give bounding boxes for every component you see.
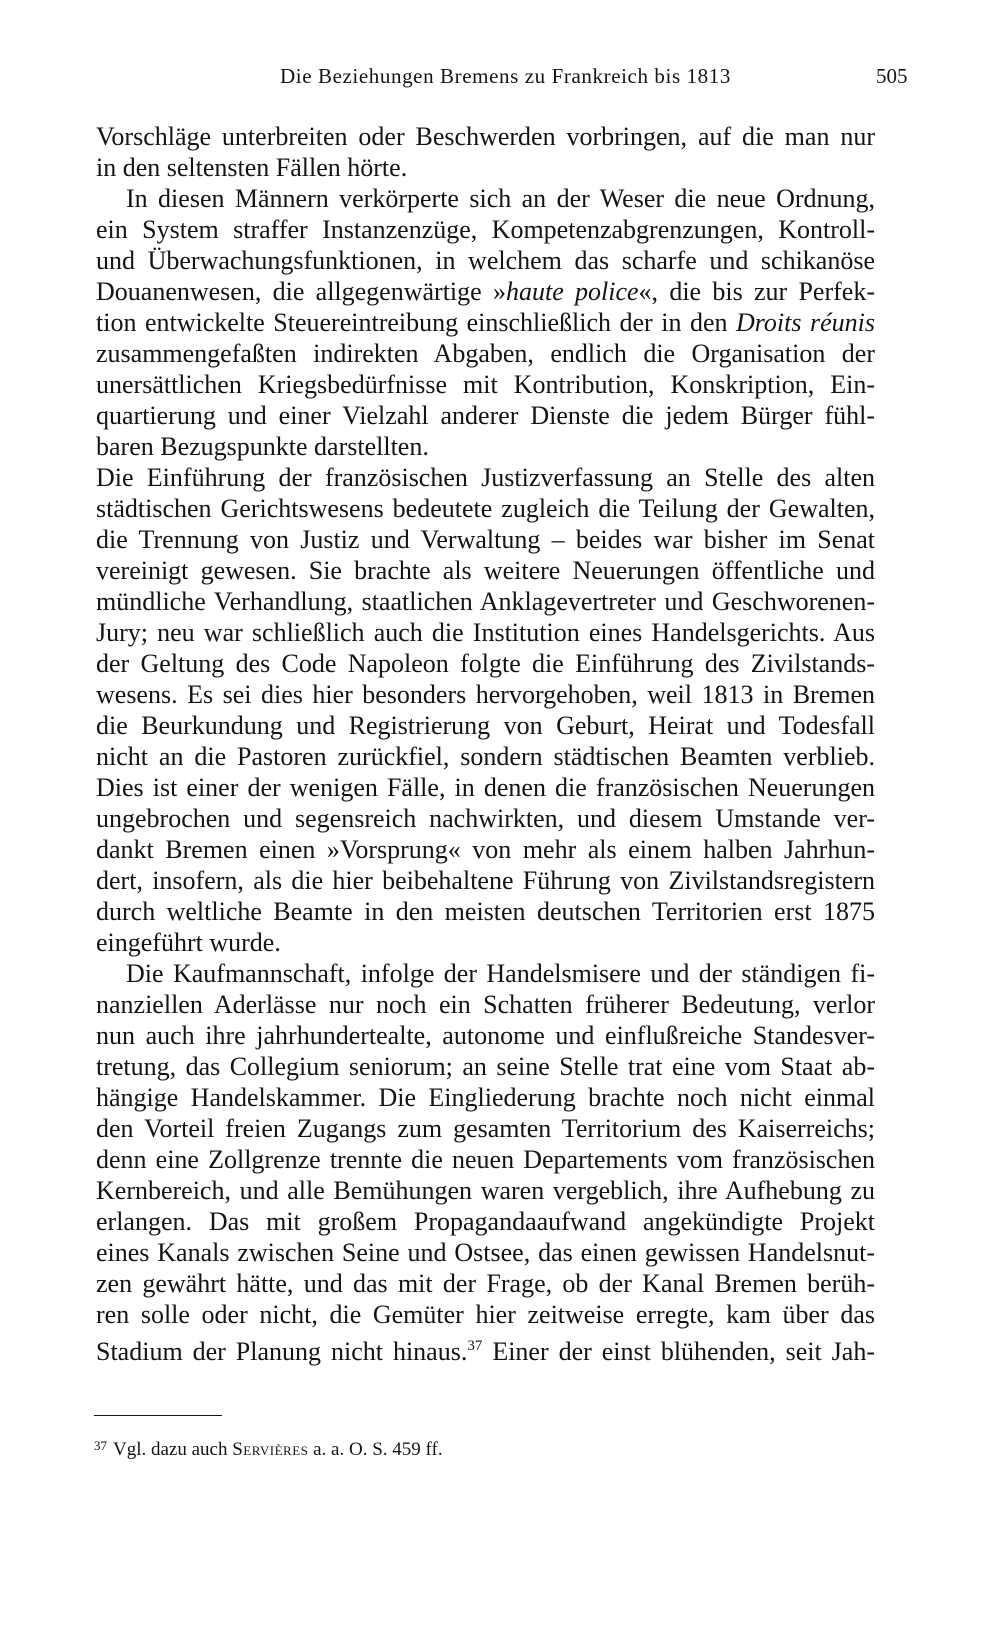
text-segment: tion entwickelte Steuereintreibung einschließlich der in den [96, 308, 736, 337]
text-line: Vorschläge unterbreiten oder Beschwerden vorbringen, auf die man nur [96, 122, 875, 151]
text-line: ein System straffer Instanzenzüge, Kompetenzabgrenzungen, Kontroll- [96, 215, 875, 244]
text-line: wesens. Es sei dies hier besonders hervorgehoben, weil 1813 in Bremen [96, 680, 875, 709]
footnote-reference: 37 [467, 1338, 483, 1354]
text-line [96, 1330, 875, 1366]
text-line: baren Bezugspunkte darstellten. [96, 432, 429, 461]
text-line: ungebrochen und segensreich nachwirkten, und diesem Umstande ver- [96, 804, 875, 833]
footnote-separator [94, 1415, 222, 1416]
text-line: eingeführt wurde. [96, 928, 281, 957]
text-line: vereinigt gewesen. Sie brachte als weitere Neuerungen öffentliche und [96, 556, 875, 585]
text-line: die Trennung von Justiz und Verwaltung – beides war bisher im Senat [96, 525, 875, 554]
text-line [96, 276, 875, 308]
text-line: dankt Bremen einen »Vorsprung« von mehr als einem halben Jahrhun- [96, 835, 875, 864]
text-line: erlangen. Das mit großem Propagandaaufwand angekündigte Projekt [96, 1207, 875, 1236]
text-segment: Stadium der Planung nicht hinaus. [96, 1337, 468, 1366]
text-line: in den seltensten Fällen hörte. [96, 153, 408, 182]
footnote [94, 1434, 443, 1462]
text-line: ren solle oder nicht, die Gemüter hier zeitweise erregte, kam über das [96, 1300, 875, 1329]
text-line: durch weltliche Beamte in den meisten deutschen Territorien erst 1875 [96, 897, 875, 926]
text-line [96, 307, 875, 339]
text-line: quartierung und einer Vielzahl anderer Dienste die jedem Bürger fühl- [96, 401, 875, 430]
italic-term: haute police [505, 277, 639, 306]
footnote-number: 37 [94, 1438, 107, 1453]
text-line: nanziellen Aderlässe nur noch ein Schatten früherer Bedeutung, verlor [96, 990, 875, 1019]
text-line: die Beurkundung und Registrierung von Geburt, Heirat und Todesfall [96, 711, 875, 740]
text-line: zen gewährt hätte, und das mit der Frage, ob der Kanal Bremen berüh- [96, 1269, 875, 1298]
page-number: 505 [876, 64, 908, 88]
text-segment: Douanenwesen, die allgegenwärtige » [96, 277, 506, 306]
text-line: Jury; neu war schließlich auch die Institution eines Handelsgerichts. Aus [96, 618, 875, 647]
text-line: hängige Handelskammer. Die Eingliederung brachte noch nicht einmal [96, 1083, 875, 1112]
italic-term: Droits réunis [736, 308, 875, 337]
text-line: Dies ist einer der wenigen Fälle, in denen die französischen Neuerungen [96, 773, 875, 802]
text-line: und Überwachungsfunktionen, in welchem das scharfe und schikanöse [96, 246, 875, 275]
text-line: eines Kanals zwischen Seine und Ostsee, das einen gewissen Handelsnut- [96, 1238, 875, 1267]
footnote-text: a. a. O. S. 459 ff. [308, 1439, 443, 1460]
text-line: unersättlichen Kriegsbedürfnisse mit Kontribution, Konskription, Ein- [96, 370, 875, 399]
text-line: der Geltung des Code Napoleon folgte die Einführung des Zivilstands- [96, 649, 875, 678]
text-line: den Vorteil freien Zugangs zum gesamten Territorium des Kaiserreichs; [96, 1114, 875, 1143]
text-line: In diesen Männern verkörperte sich an der Weser die neue Ordnung, [126, 184, 875, 213]
text-line: Die Kaufmannschaft, infolge der Handelsmisere und der ständigen fi- [126, 959, 875, 988]
text-segment: «, die bis zur Perfek- [638, 277, 875, 306]
text-segment: Einer der einst blühenden, seit Jah- [482, 1337, 875, 1366]
footnote-author: Servières [232, 1439, 309, 1460]
footnote-text: Vgl. dazu auch [113, 1439, 233, 1460]
running-header-title: Die Beziehungen Bremens zu Frankreich bis 1813 [280, 64, 731, 88]
text-line: dert, insofern, als die hier beibehaltene Führung von Zivilstandsregistern [96, 866, 875, 895]
text-line: städtischen Gerichtswesens bedeutete zugleich die Teilung der Gewalten, [96, 494, 875, 523]
text-line: zusammengefaßten indirekten Abgaben, endlich die Organisation der [96, 339, 875, 368]
text-line: tretung, das Collegium seniorum; an seine Stelle trat eine vom Staat ab- [96, 1052, 875, 1081]
text-line: Die Einführung der französischen Justizverfassung an Stelle des alten [96, 463, 875, 492]
text-line: denn eine Zollgrenze trennte die neuen Departements vom französischen [96, 1145, 875, 1174]
text-line: Kernbereich, und alle Bemühungen waren vergeblich, ihre Aufhebung zu [96, 1176, 875, 1205]
text-line: nicht an die Pastoren zurückfiel, sondern städtischen Beamten verblieb. [96, 742, 875, 771]
text-line: nun auch ihre jahrhundertealte, autonome und einflußreiche Standesver- [96, 1021, 875, 1050]
text-line: mündliche Verhandlung, staatlichen Anklagevertreter und Geschworenen- [96, 587, 875, 616]
